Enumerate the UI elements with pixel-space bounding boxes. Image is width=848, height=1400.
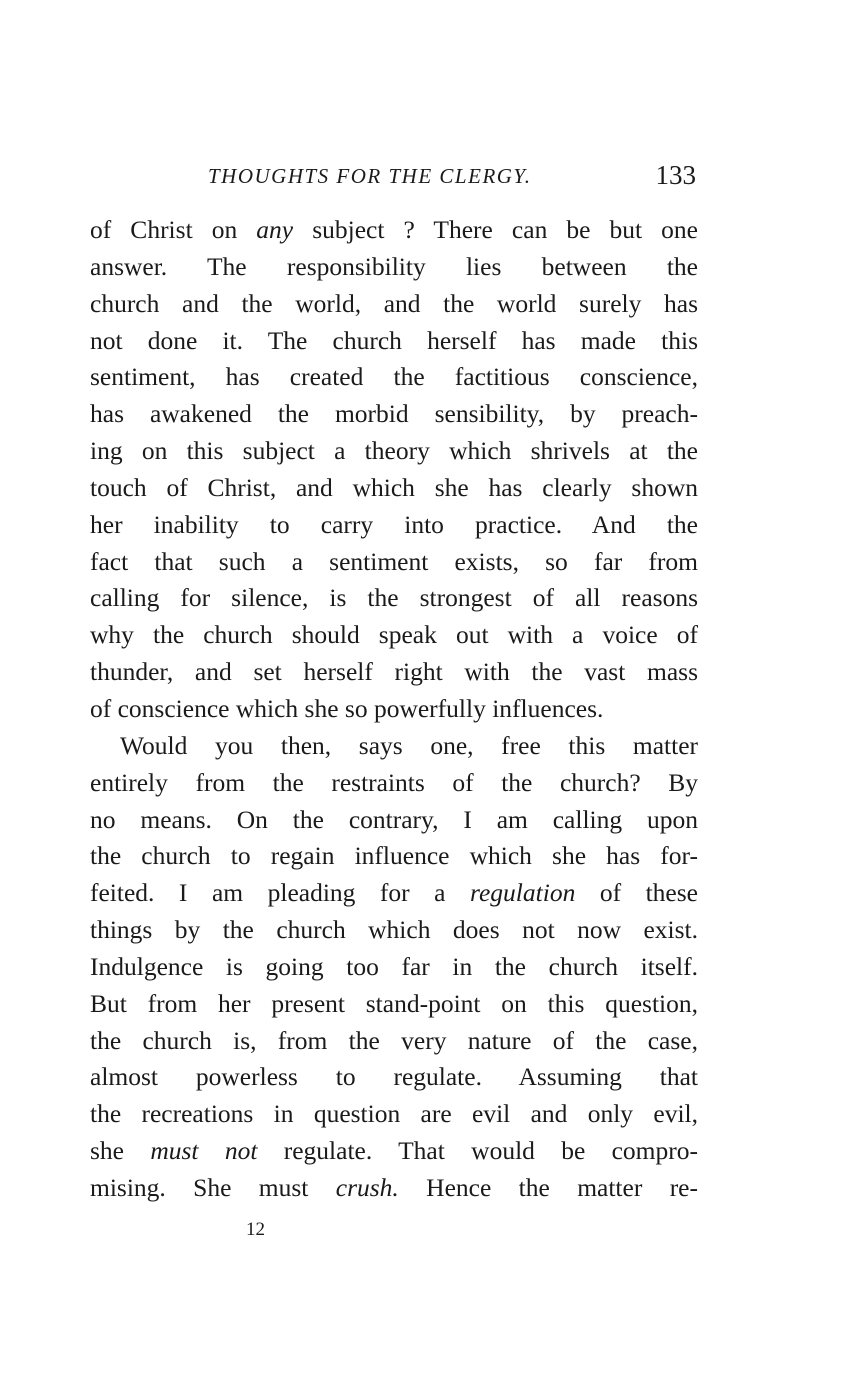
text-line: the church to regain influence which she has for- — [90, 841, 698, 871]
text-line: not done it. The church herself has made this — [90, 325, 698, 355]
text-line: thunder, and set herself right with the vast mass — [90, 657, 698, 687]
text-line: of Christ on any subject ? There can be but one — [90, 215, 698, 244]
text-line: no means. On the contrary, I am calling upon — [90, 804, 698, 834]
text-line: feited. I am pleading for a regulation of these — [90, 878, 698, 908]
running-head — [90, 160, 696, 200]
text-line: has awakened the morbid sensibility, by preach- — [90, 399, 698, 429]
text-line: almost powerless to regulate. Assuming that — [90, 1062, 698, 1092]
text-line: the church is, from the very nature of the case, — [90, 1025, 698, 1055]
signature-mark: 12 — [246, 1219, 265, 1240]
text-line: Would you then, says one, free this matter — [120, 730, 698, 760]
text-line: her inability to carry into practice. And the — [90, 509, 698, 539]
text-line: the recreations in question are evil and only evil, — [90, 1099, 698, 1129]
text-line: answer. The responsibility lies between the — [90, 251, 698, 281]
text-line: fact that such a sentiment exists, so far from — [90, 546, 698, 576]
page-number: 133 — [655, 160, 696, 190]
running-title: THOUGHTS FOR THE CLERGY. — [208, 164, 532, 188]
text-line: why the church should speak out with a voice of — [90, 620, 698, 650]
text-line: touch of Christ, and which she has clearly shown — [90, 472, 698, 502]
text-line: of conscience which she so powerfully influences. — [90, 693, 604, 723]
text-line: sentiment, has created the factitious conscience, — [90, 362, 698, 392]
body-text — [90, 212, 698, 1207]
text-line: Indulgence is going too far in the church itself. — [90, 951, 698, 981]
text-line: calling for silence, is the strongest of all reasons — [90, 583, 698, 613]
text-line: she must not regulate. That would be compro- — [90, 1136, 699, 1166]
text-line: But from her present stand-point on this question, — [90, 988, 698, 1018]
text-line: entirely from the restraints of the church? By — [90, 767, 698, 797]
text-line: things by the church which does not now exist. — [90, 915, 698, 945]
text-line: ing on this subject a theory which shrivels at the — [90, 436, 698, 466]
text-line: church and the world, and the world surely has — [90, 288, 698, 318]
text-line: mising. She must crush. Hence the matter re- — [90, 1172, 698, 1202]
